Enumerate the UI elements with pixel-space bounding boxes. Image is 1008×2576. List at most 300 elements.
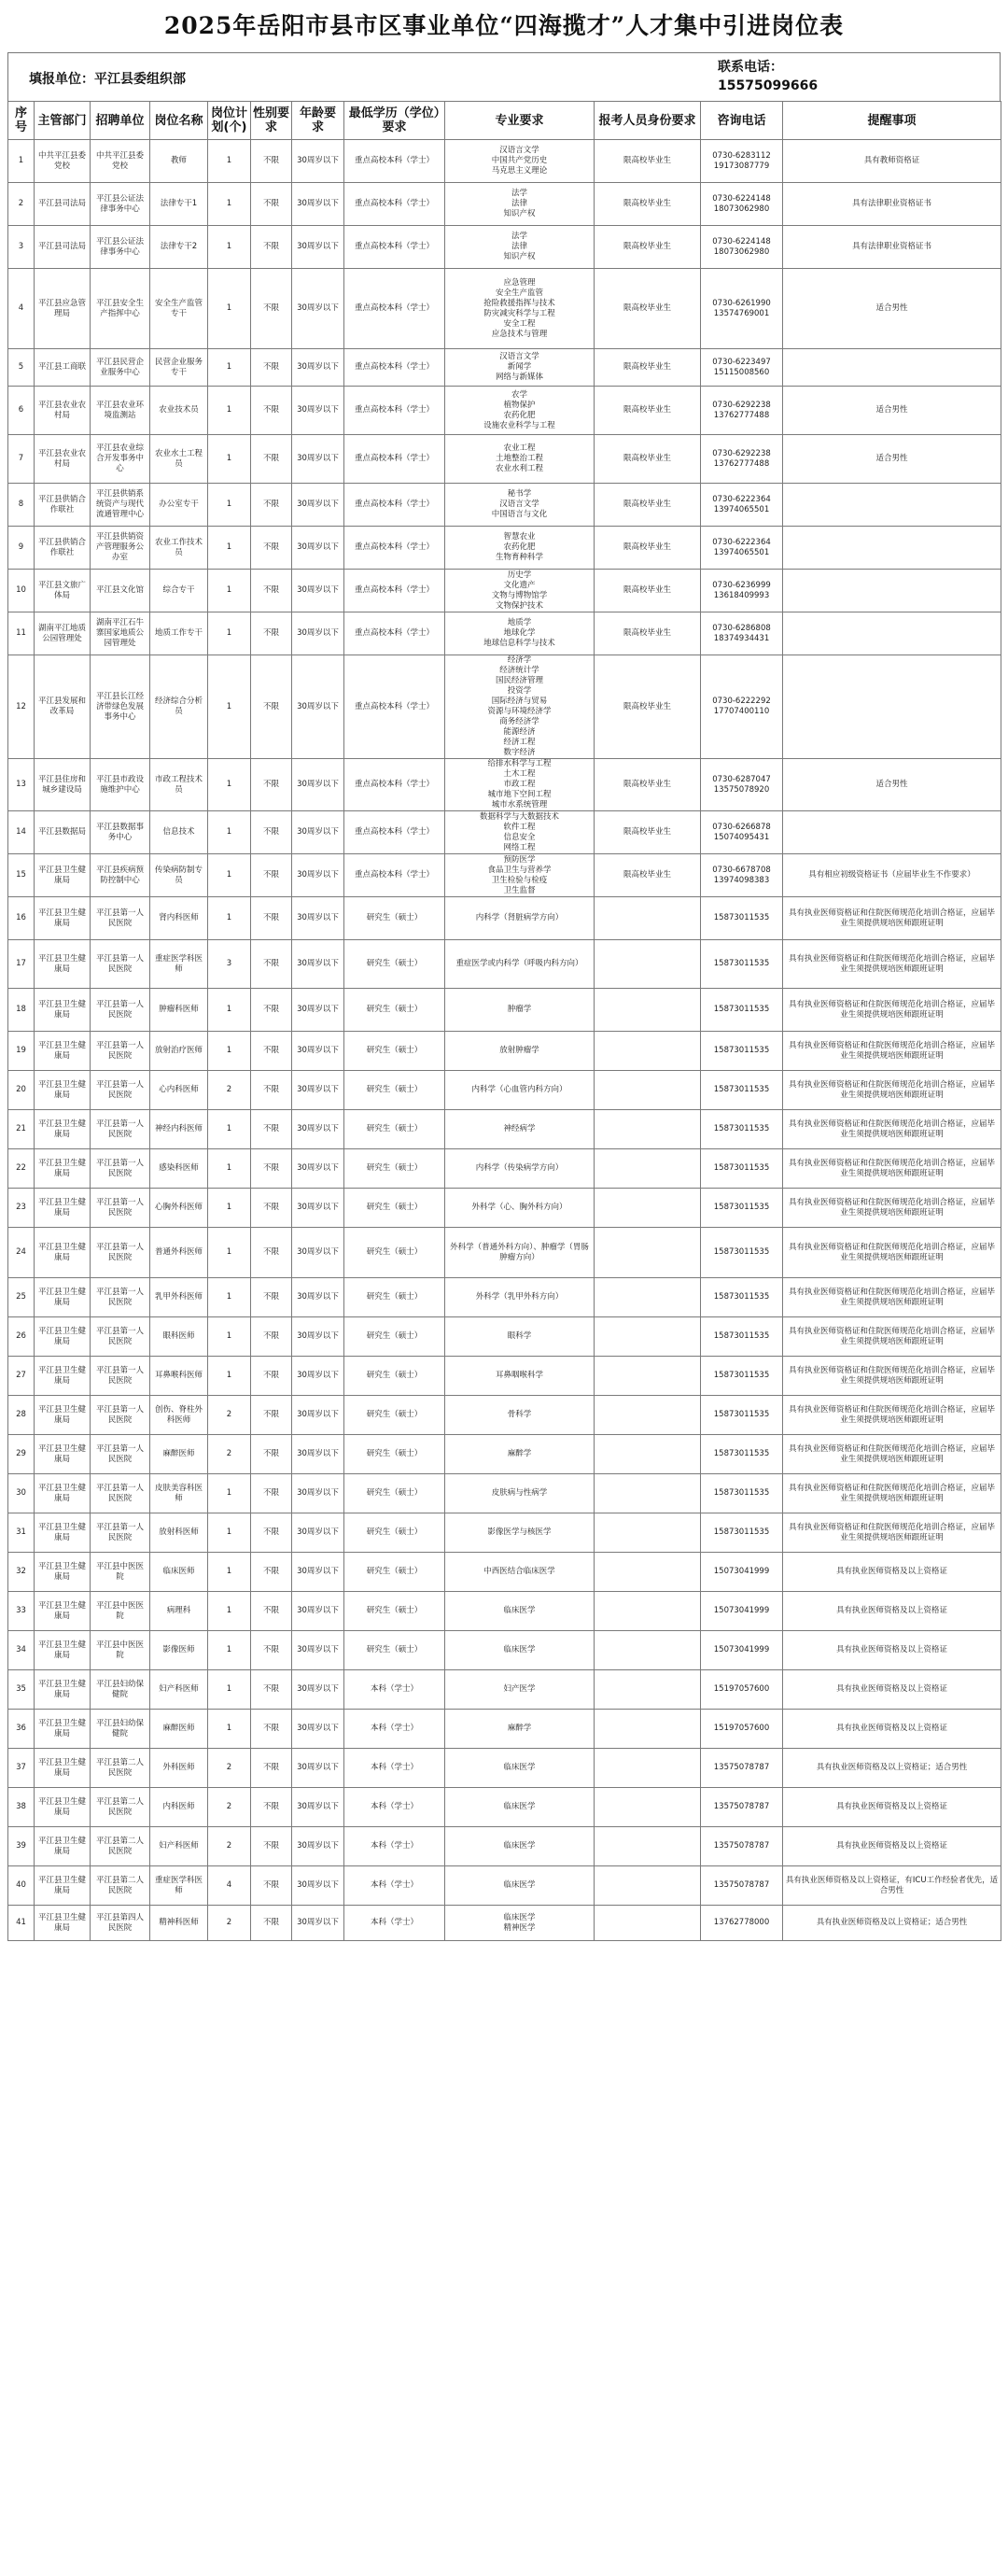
cell-phone — [701, 854, 783, 897]
cell-phone-line: 18073062980 — [713, 246, 770, 257]
cell-major: 皮肤病与性病学 — [445, 1474, 595, 1513]
cell-major: 麻醉学 — [445, 1710, 595, 1749]
cell-edu: 研究生（硕士） — [344, 1474, 445, 1513]
cell-major: 麻醉学 — [445, 1435, 595, 1474]
table-row — [8, 759, 1001, 811]
cell-phone-line: 13762777488 — [713, 410, 770, 420]
cell-note: 具有执业医师资格证和住院医师规范化培训合格证，应届毕业生须提供规培医师跟班证明 — [783, 1357, 1001, 1396]
table-row — [8, 1149, 1001, 1189]
cell-plan: 1 — [208, 1474, 251, 1513]
cell-identity: 限高校毕业生 — [595, 655, 701, 759]
cell-identity: 限高校毕业生 — [595, 759, 701, 811]
cell-age: 30周岁以下 — [292, 1032, 344, 1071]
cell-age: 30周岁以下 — [292, 1827, 344, 1866]
cell-major — [445, 612, 595, 655]
cell-identity: 限高校毕业生 — [595, 387, 701, 435]
cell-major-line: 国际经济与贸易 — [491, 697, 548, 706]
cell-major: 影像医学与核医学 — [445, 1513, 595, 1553]
table-row — [8, 570, 1001, 612]
cell-note: 具有执业医师资格证和住院医师规范化培训合格证，应届毕业生须提供规培医师跟班证明 — [783, 940, 1001, 989]
table-row — [8, 989, 1001, 1032]
table-row — [8, 1592, 1001, 1631]
cell-note: 适合男性 — [783, 435, 1001, 484]
cell-major-line: 数据科学与大数据技术 — [479, 811, 559, 822]
cell-dept: 湖南平江地质公园管理处 — [35, 612, 91, 655]
cell-plan: 2 — [208, 1071, 251, 1110]
cell-note — [783, 570, 1001, 612]
cell-major-line: 网络与新媒体 — [495, 373, 543, 382]
cell-unit: 平江县公证法律事务中心 — [91, 226, 150, 269]
header-cell: 专业要求 — [445, 102, 595, 140]
cell-age: 30周岁以下 — [292, 1189, 344, 1228]
cell-no: 15 — [8, 854, 35, 897]
cell-edu: 重点高校本科（学士） — [344, 435, 445, 484]
cell-post: 放射治疗医师 — [150, 1032, 208, 1071]
cell-identity — [595, 1110, 701, 1149]
cell-major-line: 植物保护 — [503, 400, 536, 410]
cell-phone-line: 0730-6287047 — [712, 774, 771, 784]
cell-phone — [701, 655, 783, 759]
cell-major-line: 能源经济 — [503, 727, 536, 737]
cell-edu: 重点高校本科（学士） — [344, 759, 445, 811]
cell-no: 21 — [8, 1110, 35, 1149]
cell-no: 18 — [8, 989, 35, 1032]
cell-major-line: 农药化肥 — [503, 542, 536, 552]
cell-phone-line: 15074095431 — [713, 832, 770, 842]
cell-note: 具有执业医师资格证和住院医师规范化培训合格证，应届毕业生须提供规培医师跟班证明 — [783, 1149, 1001, 1189]
cell-major-line: 土地整治工程 — [495, 454, 543, 463]
cell-dept: 平江县发展和改革局 — [35, 655, 91, 759]
cell-dept: 平江县卫生健康局 — [35, 1149, 91, 1189]
cell-unit: 平江县第一人民医院 — [91, 1189, 150, 1228]
cell-phone: 15873011535 — [701, 1357, 783, 1396]
cell-major-line: 汉语言文学 — [499, 352, 539, 361]
cell-identity — [595, 1827, 701, 1866]
cell-identity — [595, 1228, 701, 1278]
cell-phone — [701, 435, 783, 484]
cell-no: 23 — [8, 1189, 35, 1228]
cell-post: 农业水土工程员 — [150, 435, 208, 484]
cell-age: 30周岁以下 — [292, 1906, 344, 1941]
cell-no: 22 — [8, 1149, 35, 1189]
table-row — [8, 1357, 1001, 1396]
cell-dept: 平江县文旅广体局 — [35, 570, 91, 612]
cell-dept: 平江县卫生健康局 — [35, 1278, 91, 1317]
cell-identity: 限高校毕业生 — [595, 435, 701, 484]
cell-dept: 平江县卫生健康局 — [35, 1906, 91, 1941]
cell-gender: 不限 — [251, 1631, 292, 1670]
cell-note: 具有执业医师资格及以上资格证，有ICU工作经验者优先，适合男性 — [783, 1866, 1001, 1906]
cell-age: 30周岁以下 — [292, 854, 344, 897]
cell-post: 地质工作专干 — [150, 612, 208, 655]
cell-edu: 研究生（硕士） — [344, 1592, 445, 1631]
cell-phone-line: 13575078920 — [713, 784, 770, 795]
cell-no: 41 — [8, 1906, 35, 1941]
cell-note: 具有法律职业资格证书 — [783, 226, 1001, 269]
cell-dept: 平江县卫生健康局 — [35, 1474, 91, 1513]
cell-major-line: 土木工程 — [503, 769, 536, 779]
cell-phone-line: 19173087779 — [713, 161, 770, 171]
cell-phone: 15073041999 — [701, 1553, 783, 1592]
table-row — [8, 1710, 1001, 1749]
cell-major-line: 城市地下空间工程 — [487, 790, 552, 799]
cell-unit: 平江县第二人民医院 — [91, 1749, 150, 1788]
cell-edu: 研究生（硕士） — [344, 1149, 445, 1189]
cell-phone-line: 17707400110 — [713, 707, 770, 716]
cell-phone: 15197057600 — [701, 1710, 783, 1749]
cell-dept: 平江县卫生健康局 — [35, 1071, 91, 1110]
cell-age: 30周岁以下 — [292, 349, 344, 387]
cell-phone: 15873011535 — [701, 1189, 783, 1228]
cell-edu: 重点高校本科（学士） — [344, 349, 445, 387]
cell-phone: 13575078787 — [701, 1866, 783, 1906]
cell-age: 30周岁以下 — [292, 269, 344, 349]
cell-dept: 平江县卫生健康局 — [35, 1317, 91, 1357]
cell-gender: 不限 — [251, 570, 292, 612]
cell-dept: 平江县卫生健康局 — [35, 1670, 91, 1710]
cell-post: 心内科医师 — [150, 1071, 208, 1110]
cell-post: 传染病防制专员 — [150, 854, 208, 897]
cell-dept: 平江县卫生健康局 — [35, 1110, 91, 1149]
cell-note: 具有执业医师资格及以上资格证 — [783, 1710, 1001, 1749]
cell-identity — [595, 1357, 701, 1396]
cell-major-line: 法律 — [511, 199, 527, 208]
cell-identity — [595, 1866, 701, 1906]
cell-phone: 15073041999 — [701, 1592, 783, 1631]
cell-phone-line: 13574769001 — [713, 308, 770, 318]
cell-major-line: 安全生产监管 — [495, 288, 543, 298]
cell-gender: 不限 — [251, 1110, 292, 1149]
cell-note: 具有执业医师资格证和住院医师规范化培训合格证，应届毕业生须提供规培医师跟班证明 — [783, 1317, 1001, 1357]
cell-note — [783, 655, 1001, 759]
cell-major-line: 农业工程 — [503, 443, 536, 453]
cell-major-line: 资源与环境经济学 — [487, 707, 552, 716]
cell-identity: 限高校毕业生 — [595, 854, 701, 897]
cell-major — [445, 140, 595, 183]
cell-post: 肾内科医师 — [150, 897, 208, 940]
cell-dept: 平江县农业农村局 — [35, 435, 91, 484]
table-row — [8, 1906, 1001, 1941]
cell-note: 适合男性 — [783, 269, 1001, 349]
cell-post: 创伤、脊柱外科医师 — [150, 1396, 208, 1435]
cell-unit: 平江县供销资产管理服务公办室 — [91, 527, 150, 570]
cell-unit: 平江县数据事务中心 — [91, 811, 150, 854]
cell-identity — [595, 1396, 701, 1435]
cell-unit: 平江县供销系统资产与现代流通管理中心 — [91, 484, 150, 527]
cell-unit: 平江县妇幼保健院 — [91, 1670, 150, 1710]
cell-gender: 不限 — [251, 1906, 292, 1941]
cell-note: 具有执业医师资格证和住院医师规范化培训合格证，应届毕业生须提供规培医师跟班证明 — [783, 1228, 1001, 1278]
cell-major-line: 商务经济学 — [499, 717, 539, 726]
cell-note — [783, 527, 1001, 570]
cell-unit: 平江县第二人民医院 — [91, 1788, 150, 1827]
table-row — [8, 1396, 1001, 1435]
cell-unit: 平江县公证法律事务中心 — [91, 183, 150, 226]
cell-plan: 1 — [208, 1553, 251, 1592]
cell-edu: 重点高校本科（学士） — [344, 226, 445, 269]
cell-plan: 1 — [208, 269, 251, 349]
cell-note: 具有相应初级资格证书（应届毕业生不作要求） — [783, 854, 1001, 897]
cell-major-line: 预防医学 — [503, 854, 536, 865]
cell-note: 具有执业医师资格证和住院医师规范化培训合格证，应届毕业生须提供规培医师跟班证明 — [783, 1474, 1001, 1513]
cell-plan: 1 — [208, 1149, 251, 1189]
cell-plan: 1 — [208, 1110, 251, 1149]
cell-phone-line: 18374934431 — [713, 633, 770, 643]
cell-no: 19 — [8, 1032, 35, 1071]
header-cell: 序号 — [8, 102, 35, 140]
cell-phone — [701, 484, 783, 527]
cell-identity — [595, 1710, 701, 1749]
cell-note: 具有执业医师资格及以上资格证 — [783, 1670, 1001, 1710]
cell-no: 17 — [8, 940, 35, 989]
cell-age: 30周岁以下 — [292, 655, 344, 759]
cell-edu: 重点高校本科（学士） — [344, 612, 445, 655]
cell-post: 心胸外科医师 — [150, 1189, 208, 1228]
cell-major-line: 市政工程 — [503, 780, 536, 789]
cell-phone — [701, 612, 783, 655]
cell-unit: 平江县第一人民医院 — [91, 1032, 150, 1071]
cell-major: 外科学（普通外科方向）、肿瘤学（胃肠肿瘤方向） — [445, 1228, 595, 1278]
table-row — [8, 349, 1001, 387]
cell-age: 30周岁以下 — [292, 387, 344, 435]
cell-major-line: 投资学 — [507, 686, 532, 696]
cell-identity — [595, 1592, 701, 1631]
cell-no: 31 — [8, 1513, 35, 1553]
cell-unit: 平江县第四人民医院 — [91, 1906, 150, 1941]
cell-major — [445, 854, 595, 897]
cell-dept: 平江县卫生健康局 — [35, 1788, 91, 1827]
cell-plan: 1 — [208, 1228, 251, 1278]
cell-note: 具有执业医师资格证和住院医师规范化培训合格证，应届毕业生须提供规培医师跟班证明 — [783, 1396, 1001, 1435]
cell-post: 感染科医师 — [150, 1149, 208, 1189]
cell-no: 26 — [8, 1317, 35, 1357]
cell-phone: 13575078787 — [701, 1749, 783, 1788]
cell-major — [445, 484, 595, 527]
cell-dept: 平江县应急管理局 — [35, 269, 91, 349]
cell-dept: 平江县卫生健康局 — [35, 1827, 91, 1866]
cell-dept: 平江县卫生健康局 — [35, 1592, 91, 1631]
cell-major — [445, 387, 595, 435]
cell-post: 民营企业服务专干 — [150, 349, 208, 387]
cell-phone: 15873011535 — [701, 897, 783, 940]
cell-dept: 平江县供销合作联社 — [35, 527, 91, 570]
cell-gender: 不限 — [251, 940, 292, 989]
cell-post: 妇产科医师 — [150, 1670, 208, 1710]
cell-major-line: 法学 — [511, 232, 527, 241]
cell-phone — [701, 183, 783, 226]
cell-no: 29 — [8, 1435, 35, 1474]
cell-identity — [595, 1032, 701, 1071]
cell-gender: 不限 — [251, 1317, 292, 1357]
cell-age: 30周岁以下 — [292, 140, 344, 183]
cell-age: 30周岁以下 — [292, 1592, 344, 1631]
cell-phone-line: 0730-6266878 — [712, 822, 771, 832]
cell-phone-line: 0730-6286808 — [712, 623, 771, 633]
cell-gender: 不限 — [251, 811, 292, 854]
cell-unit: 平江县农业综合开发事务中心 — [91, 435, 150, 484]
table-row — [8, 1189, 1001, 1228]
table-row — [8, 1071, 1001, 1110]
cell-gender: 不限 — [251, 655, 292, 759]
cell-gender: 不限 — [251, 612, 292, 655]
cell-gender: 不限 — [251, 387, 292, 435]
cell-age: 30周岁以下 — [292, 897, 344, 940]
cell-no: 4 — [8, 269, 35, 349]
cell-note: 具有执业医师资格证和住院医师规范化培训合格证，应届毕业生须提供规培医师跟班证明 — [783, 1110, 1001, 1149]
cell-post: 教师 — [150, 140, 208, 183]
cell-major — [445, 759, 595, 811]
cell-identity — [595, 1278, 701, 1317]
cell-edu: 重点高校本科（学士） — [344, 484, 445, 527]
cell-major-line: 知识产权 — [503, 209, 536, 218]
cell-major-line: 秘书学 — [507, 489, 532, 499]
cell-phone-line: 0730-6222292 — [712, 697, 771, 706]
table-row — [8, 612, 1001, 655]
cell-major-line: 地质学 — [507, 618, 532, 627]
table-header-row — [8, 102, 1001, 140]
cell-post: 精神科医师 — [150, 1906, 208, 1941]
cell-phone: 15873011535 — [701, 1278, 783, 1317]
cell-edu: 重点高校本科（学士） — [344, 811, 445, 854]
cell-identity — [595, 940, 701, 989]
cell-no: 7 — [8, 435, 35, 484]
cell-major-line: 应急管理 — [503, 277, 536, 288]
cell-age: 30周岁以下 — [292, 570, 344, 612]
cell-dept: 平江县卫生健康局 — [35, 1749, 91, 1788]
cell-edu: 研究生（硕士） — [344, 1396, 445, 1435]
cell-edu: 重点高校本科（学士） — [344, 527, 445, 570]
document-title: 2025年岳阳市县市区事业单位“四海揽才”人才集中引进岗位表 — [163, 12, 845, 39]
cell-no: 37 — [8, 1749, 35, 1788]
cell-major — [445, 570, 595, 612]
cell-edu: 研究生（硕士） — [344, 1071, 445, 1110]
cell-gender: 不限 — [251, 1149, 292, 1189]
cell-gender: 不限 — [251, 1228, 292, 1278]
cell-post: 市政工程技术员 — [150, 759, 208, 811]
cell-major — [445, 655, 595, 759]
cell-major: 骨科学 — [445, 1396, 595, 1435]
cell-note — [783, 484, 1001, 527]
cell-identity — [595, 1749, 701, 1788]
cell-gender: 不限 — [251, 484, 292, 527]
cell-phone: 15873011535 — [701, 1032, 783, 1071]
cell-no: 27 — [8, 1357, 35, 1396]
cell-phone: 13575078787 — [701, 1827, 783, 1866]
cell-age: 30周岁以下 — [292, 940, 344, 989]
cell-age: 30周岁以下 — [292, 1317, 344, 1357]
cell-age: 30周岁以下 — [292, 1474, 344, 1513]
cell-phone: 15073041999 — [701, 1631, 783, 1670]
cell-no: 11 — [8, 612, 35, 655]
cell-unit: 平江县第一人民医院 — [91, 1278, 150, 1317]
cell-identity — [595, 1474, 701, 1513]
cell-major-line: 国民经济管理 — [495, 676, 543, 685]
cell-age: 30周岁以下 — [292, 1435, 344, 1474]
cell-dept: 中共平江县委党校 — [35, 140, 91, 183]
cell-identity: 限高校毕业生 — [595, 811, 701, 854]
table-row — [8, 897, 1001, 940]
cell-identity — [595, 1906, 701, 1941]
cell-post: 经济综合分析员 — [150, 655, 208, 759]
cell-phone-line: 0730-6224148 — [712, 193, 771, 204]
cell-major: 耳鼻咽喉科学 — [445, 1357, 595, 1396]
cell-identity — [595, 897, 701, 940]
cell-major-line: 法学 — [511, 189, 527, 198]
cell-phone-line: 13974098383 — [713, 875, 770, 885]
cell-major-line: 地球信息科学与技术 — [483, 639, 555, 648]
cell-dept: 平江县卫生健康局 — [35, 1189, 91, 1228]
cell-plan: 4 — [208, 1866, 251, 1906]
cell-plan: 1 — [208, 1317, 251, 1357]
cell-gender: 不限 — [251, 1866, 292, 1906]
cell-age: 30周岁以下 — [292, 1866, 344, 1906]
cell-no: 25 — [8, 1278, 35, 1317]
cell-plan: 1 — [208, 1278, 251, 1317]
cell-major-line: 防灾减灾科学与工程 — [483, 308, 555, 318]
cell-phone — [701, 269, 783, 349]
cell-major: 外科学（乳甲外科方向） — [445, 1278, 595, 1317]
cell-post: 重症医学科医师 — [150, 1866, 208, 1906]
cell-plan: 1 — [208, 655, 251, 759]
cell-no: 24 — [8, 1228, 35, 1278]
table-row — [8, 655, 1001, 759]
cell-unit: 平江县安全生产指挥中心 — [91, 269, 150, 349]
cell-phone-line: 0730-6222364 — [712, 537, 771, 547]
cell-plan: 1 — [208, 1631, 251, 1670]
cell-edu: 研究生（硕士） — [344, 1317, 445, 1357]
table-row — [8, 1553, 1001, 1592]
cell-gender: 不限 — [251, 140, 292, 183]
contact-phone: 15575099666 — [718, 78, 819, 93]
cell-no: 36 — [8, 1710, 35, 1749]
cell-phone: 15873011535 — [701, 1228, 783, 1278]
cell-gender: 不限 — [251, 759, 292, 811]
cell-no: 34 — [8, 1631, 35, 1670]
cell-phone — [701, 226, 783, 269]
cell-phone-line: 0730-6678708 — [712, 865, 771, 875]
cell-unit: 平江县第一人民医院 — [91, 989, 150, 1032]
cell-post: 重症医学科医师 — [150, 940, 208, 989]
table-row — [8, 1317, 1001, 1357]
cell-gender: 不限 — [251, 226, 292, 269]
cell-note: 具有执业医师资格证和住院医师规范化培训合格证，应届毕业生须提供规培医师跟班证明 — [783, 897, 1001, 940]
cell-major-line: 给排水科学与工程 — [487, 759, 552, 768]
cell-phone: 15873011535 — [701, 1513, 783, 1553]
cell-major — [445, 349, 595, 387]
cell-age: 30周岁以下 — [292, 1513, 344, 1553]
cell-identity — [595, 1631, 701, 1670]
cell-post: 综合专干 — [150, 570, 208, 612]
cell-phone-line: 0730-6236999 — [712, 580, 771, 590]
cell-dept: 平江县住房和城乡建设局 — [35, 759, 91, 811]
cell-note — [783, 612, 1001, 655]
cell-major: 中西医结合临床医学 — [445, 1553, 595, 1592]
cell-gender: 不限 — [251, 527, 292, 570]
cell-plan: 1 — [208, 811, 251, 854]
cell-unit: 平江县长江经济带绿色发展事务中心 — [91, 655, 150, 759]
contact-block — [718, 58, 818, 95]
cell-unit: 中共平江县委党校 — [91, 140, 150, 183]
cell-gender: 不限 — [251, 269, 292, 349]
cell-major — [445, 435, 595, 484]
cell-post: 眼科医师 — [150, 1317, 208, 1357]
cell-age: 30周岁以下 — [292, 1553, 344, 1592]
cell-major-line: 应急技术与管理 — [491, 329, 548, 339]
cell-age: 30周岁以下 — [292, 1788, 344, 1827]
cell-dept: 平江县卫生健康局 — [35, 1357, 91, 1396]
cell-unit: 平江县民营企业服务中心 — [91, 349, 150, 387]
cell-edu: 研究生（硕士） — [344, 1553, 445, 1592]
